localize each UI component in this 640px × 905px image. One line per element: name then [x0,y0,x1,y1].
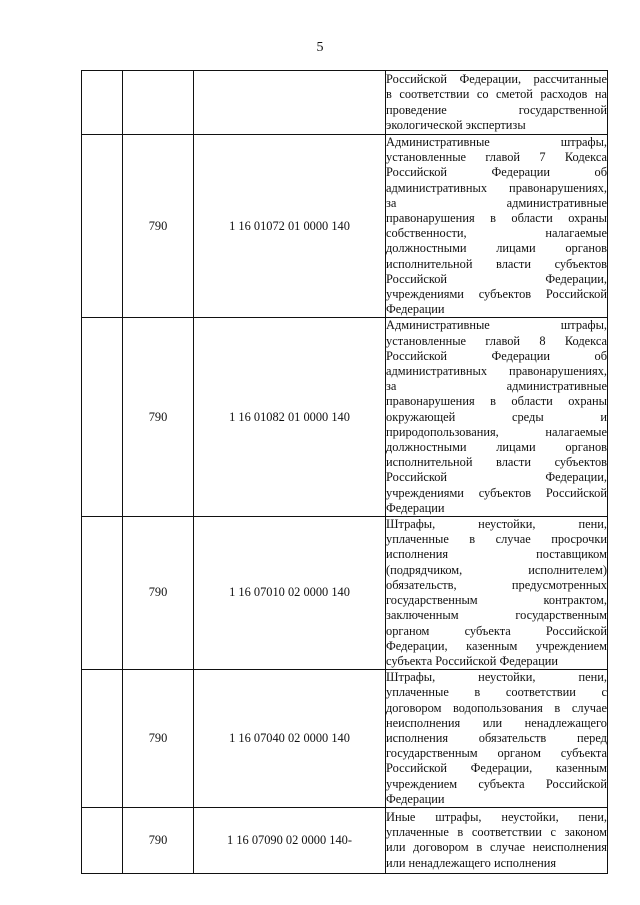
kbk-code-cell: 1 16 07040 02 0000 140 [194,670,386,808]
description-line: экологической экспертизы [386,117,526,132]
page-number: 5 [316,40,324,55]
description-line: административных правонарушениях, [386,364,607,379]
description-line: должностными лицами органов [386,241,607,256]
description-line: договором водопользования в случае [386,700,607,715]
description-line: Штрафы, неустойки, пени, [386,670,607,685]
table-row [82,135,608,318]
description-line: уплаченные в соответствии с [386,685,607,700]
description-line: неисполнения или ненадлежащего [386,715,607,730]
description-line: или договором в случае неисполнения [386,840,607,855]
description-line: административных правонарушениях, [386,180,607,195]
table-row [82,807,608,873]
admin-code-cell: 790 [123,135,194,318]
kbk-code-cell: 1 16 01072 01 0000 140 [194,135,386,318]
description-line: Российской Федерации, [386,470,607,485]
description-line: в соответствии со сметой расходов на [386,87,607,102]
description-line: Российской Федерации об [386,348,607,363]
description-line: органом субъекта Российской [386,623,607,638]
description-cell [386,71,608,135]
description-line: собственности, налагаемые [386,226,607,241]
description-line: Штрафы, неустойки, пени, [386,517,607,532]
description-line: государственным органом субъекта [386,746,607,761]
empty-cell [82,318,123,517]
description-line: или ненадлежащего исполнения [386,855,557,870]
description-line: Российской Федерации, рассчитанные [386,72,607,87]
description-line: правонарушения в области охраны [386,211,607,226]
description-line: государственным контрактом, [386,593,607,608]
description-line: окружающей среды и [386,409,607,424]
empty-cell [82,135,123,318]
table-body [82,71,608,874]
budget-revenue-table [81,70,608,874]
admin-code-cell [123,71,194,135]
description-cell [386,517,608,670]
description-line: Федерации [386,302,445,317]
description-line: обязательств, предусмотренных [386,577,607,592]
description-cell [386,318,608,517]
kbk-code-cell [194,71,386,135]
description-line: учреждениями субъектов Российской [386,485,607,500]
admin-code-cell: 790 [123,318,194,517]
admin-code-cell: 790 [123,517,194,670]
empty-cell [82,670,123,808]
description-line: (подрядчиком, исполнителем) [386,562,607,577]
description-line: заключенным государственным [386,608,607,623]
admin-code-cell: 790 [123,670,194,808]
description-line: исполнения поставщиком [386,547,607,562]
table-row [82,318,608,517]
description-line: проведение государственной [386,102,607,117]
description-line: за административные [386,195,607,210]
description-line: субъекта Российской Федерации [386,653,558,668]
description-line: Административные штрафы, [386,318,607,333]
description-line: Федерации, казенным учреждением [386,638,607,653]
empty-cell [82,807,123,873]
description-line: установленные главой 7 Кодекса [386,150,607,165]
empty-cell [82,517,123,670]
description-line: правонарушения в области охраны [386,394,607,409]
description-line: Российской Федерации, [386,271,607,286]
table-row [82,71,608,135]
description-line: учреждением субъекта Российской [386,776,607,791]
description-line: Административные штрафы, [386,135,607,149]
description-cell [386,670,608,808]
description-line: уплаченные в случае просрочки [386,532,607,547]
description-line: Федерации [386,791,445,806]
admin-code-cell: 790 [123,807,194,873]
description-line: Федерации [386,500,445,515]
description-line: исполнения обязательств перед [386,730,607,745]
empty-cell [82,71,123,135]
description-line: исполнительной власти субъектов [386,455,607,470]
description-line: Иные штрафы, неустойки, пени, [386,810,607,825]
description-line: исполнительной власти субъектов [386,256,607,271]
description-line: уплаченные в соответствии с законом [386,825,607,840]
description-line: Российской Федерации, казенным [386,761,607,776]
table-row [82,670,608,808]
description-cell [386,135,608,318]
kbk-code-cell: 1 16 07090 02 0000 140- [194,807,386,873]
description-line: природопользования, налагаемые [386,424,607,439]
description-line: должностными лицами органов [386,440,607,455]
description-line: за административные [386,379,607,394]
table-row [82,517,608,670]
description-line: установленные главой 8 Кодекса [386,333,607,348]
description-cell [386,807,608,873]
description-line: учреждениями субъектов Российской [386,287,607,302]
description-line: Российской Федерации об [386,165,607,180]
kbk-code-cell: 1 16 07010 02 0000 140 [194,517,386,670]
kbk-code-cell: 1 16 01082 01 0000 140 [194,318,386,517]
